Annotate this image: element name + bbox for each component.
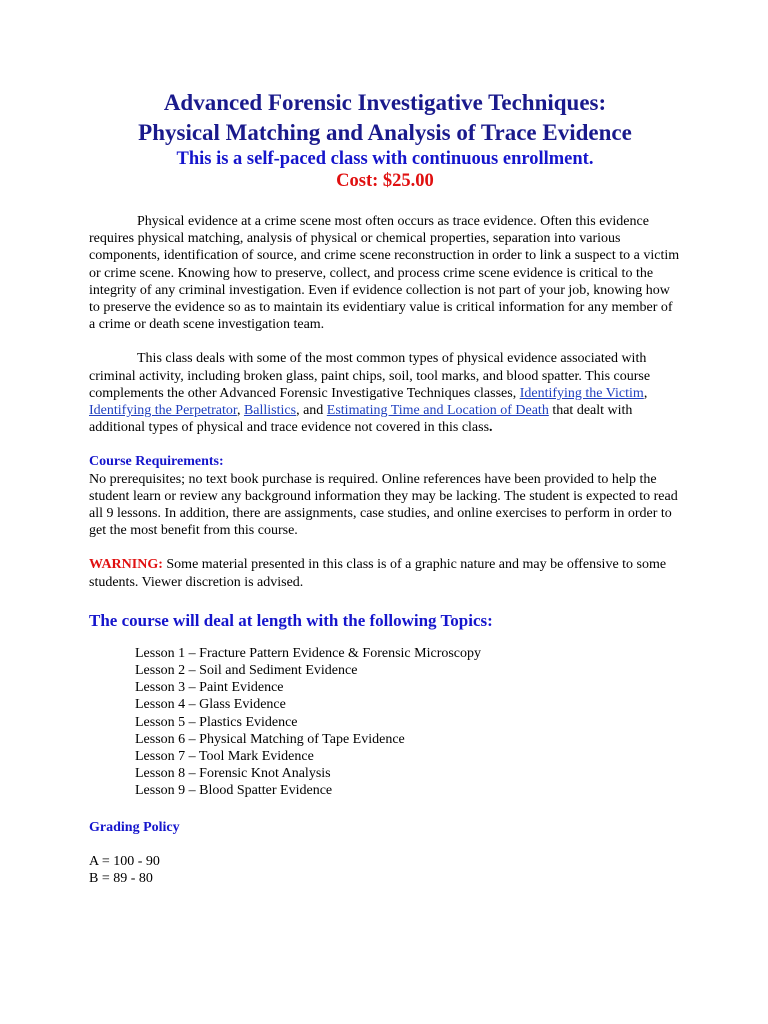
title-line-1: Advanced Forensic Investigative Techniques: [163, 90, 607, 115]
link-estimating-time-and-location-of-death[interactable]: Estimating Time and Location of Death [326, 403, 549, 419]
warning-text: Some material presented in this class is of a graphic nature and may be offensive to some students. Viewer discretion is advised. [89, 557, 667, 590]
grade-item: B = 89 - 80 [89, 871, 153, 887]
list-item: Lesson 7 – Tool Mark Evidence [135, 749, 314, 765]
enrollment-subtitle: This is a self-paced class with continuous enrollment. [176, 149, 594, 169]
warning-paragraph [89, 556, 681, 590]
paragraph-2-ending: that dealt with additional types of physical and trace evidence not covered in this class [89, 403, 633, 436]
list-item: Lesson 9 – Blood Spatter Evidence [135, 783, 333, 799]
list-item: Lesson 1 – Fracture Pattern Evidence & Forensic Microscopy [135, 645, 482, 661]
intro-paragraph-2 [89, 350, 681, 436]
separator: , [643, 385, 648, 401]
list-item: Lesson 4 – Glass Evidence [135, 697, 286, 713]
title-line-2: Physical Matching and Analysis of Trace Evidence [138, 120, 632, 145]
topics-heading: The course will deal at length with the following Topics: [89, 610, 493, 630]
paragraph-2-text: This class deals with some of the most common types of physical evidence associated with criminal activity, including broken glass, paint chips, soil, tool marks, and blood spatter. This course complements the other Advanced Forensic Investigative Techniques classes, [89, 351, 651, 401]
list-item: Lesson 2 – Soil and Sediment Evidence [135, 663, 358, 679]
list-item: Lesson 3 – Paint Evidence [135, 680, 284, 696]
course-requirements-text: No prerequisites; no text book purchase is required. Online references have been provided to help the student learn or review any background information they may be lacking. The student is expected to read all 9 lessons. In addition, there are assignments, case studies, and online exercises to perform in order to get the most benefit from this course. [89, 471, 678, 539]
link-identifying-the-victim[interactable]: Identifying the Victim [519, 385, 644, 401]
list-item: Lesson 5 – Plastics Evidence [135, 714, 298, 730]
grading-policy-heading: Grading Policy [89, 819, 180, 835]
lesson-list [89, 645, 681, 800]
grade-list [89, 853, 681, 887]
intro-paragraph-1: Physical evidence at a crime scene most often occurs as trace evidence. Often this evidence requires physical matching, analysis of physical or chemical properties, separation into various components, identification of source, and crime scene reconstruction in order to link a suspect to a victim or crime scene. Knowing how to preserve, collect, and process crime scene evidence is critical to the integrity of any criminal investigation. Even if evidence collection is not part of your job, knowing how to preserve the evidence so as to maintain its evidentiary value is critical information for any member of a crime or death scene investigation team. [89, 214, 680, 333]
separator: , and [296, 403, 327, 419]
document-page [89, 88, 681, 887]
grade-item: A = 100 - 90 [89, 853, 160, 869]
cost-label: Cost: $25.00 [336, 171, 434, 191]
list-item: Lesson 8 – Forensic Knot Analysis [135, 766, 331, 782]
list-item: Lesson 6 – Physical Matching of Tape Evidence [135, 731, 405, 747]
link-identifying-the-perpetrator[interactable]: Identifying the Perpetrator [89, 403, 237, 419]
course-requirements-heading: Course Requirements: [89, 454, 224, 470]
warning-label: WARNING: [89, 557, 163, 573]
separator: , [236, 403, 244, 419]
link-ballistics[interactable]: Ballistics [243, 403, 297, 419]
paragraph-2-period: . [489, 420, 493, 436]
